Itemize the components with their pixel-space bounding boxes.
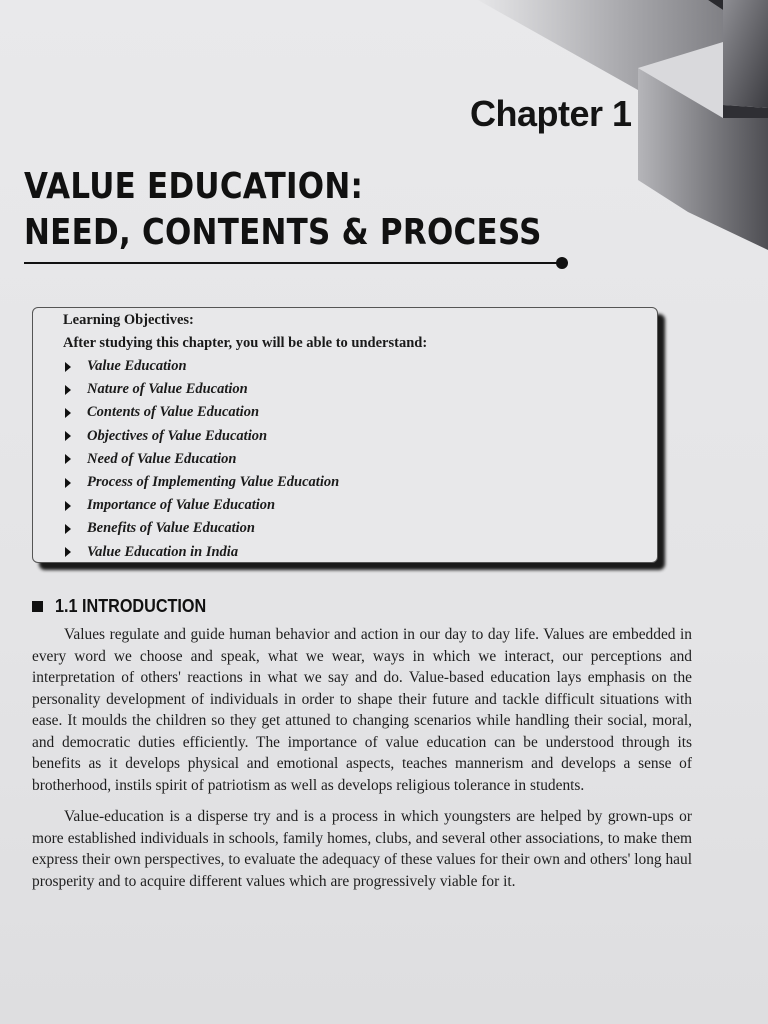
section-title: 1.1 INTRODUCTION [55,596,207,616]
objective-item [63,471,657,494]
objective-text: Value Education [87,358,187,375]
title-underline-dot [556,257,568,269]
triangle-bullet-icon [65,408,71,418]
chapter-title-line-2: NEED, CONTENTS & PROCESS [24,212,542,253]
triangle-bullet-icon [65,431,71,441]
chapter-number: Chapter 1 [470,93,632,134]
triangle-bullet-icon [65,547,71,557]
objective-item [63,378,657,401]
objective-text: Value Education in India [87,543,239,560]
triangle-bullet-icon [65,362,71,372]
paragraph: Value-education is a disperse try and is a process in which youngsters are helped by grown-ups or more established individuals in schools, family homes, clubs, and several other associations, to make them express their own perspectives, to evaluate the adequacy of these values for their own and others' long haul prosperity and to acquire different values which are progressively viable for it. [32,808,692,890]
objective-text: Process of Implementing Value Education [87,474,340,491]
learning-objectives-box [32,307,658,563]
objectives-heading: Learning Objectives: [63,312,194,328]
objectives-list [63,355,657,564]
objective-text: Objectives of Value Education [87,427,268,444]
chapter-title [24,164,542,256]
triangle-bullet-icon [65,454,71,464]
section-body [32,624,692,902]
title-underline [24,262,562,264]
objective-text: Benefits of Value Education [87,520,255,537]
objective-item [63,425,657,448]
objective-item [63,541,657,564]
chapter-title-line-1: VALUE EDUCATION: [24,166,364,207]
objective-text: Contents of Value Education [87,404,260,421]
objective-item [63,517,657,540]
section-heading [32,596,223,617]
objective-item [63,401,657,424]
paragraph: Values regulate and guide human behavior and action in our day to day life. Values are embedded in every word we choose and speak, what we wear, ways in which we interact, our perceptions and interpretation of others' reactions in what we say and do. Value-based education lays emphasis on the personality development of individuals in order to shape their future and tackle difficult situations with ease. It moulds the children so they get attuned to changing scenarios while handling their social, moral, and democratic duties efficiently. The importance of value education can be understood through its benefits as it develops physical and emotional aspects, teaches mannerism and develops a sense of brotherhood, instils spirit of patriotism as well as develops religious tolerance in students. [32,626,692,794]
triangle-bullet-icon [65,501,71,511]
objective-item [63,355,657,378]
objective-text: Nature of Value Education [87,381,248,398]
objective-text: Need of Value Education [87,450,237,467]
objective-item [63,494,657,517]
triangle-bullet-icon [65,478,71,488]
square-bullet-icon [32,601,43,612]
objective-text: Importance of Value Education [87,497,276,514]
objectives-subheading: After studying this chapter, you will be able to understand: [63,335,428,351]
triangle-bullet-icon [65,385,71,395]
triangle-bullet-icon [65,524,71,534]
objective-item [63,448,657,471]
